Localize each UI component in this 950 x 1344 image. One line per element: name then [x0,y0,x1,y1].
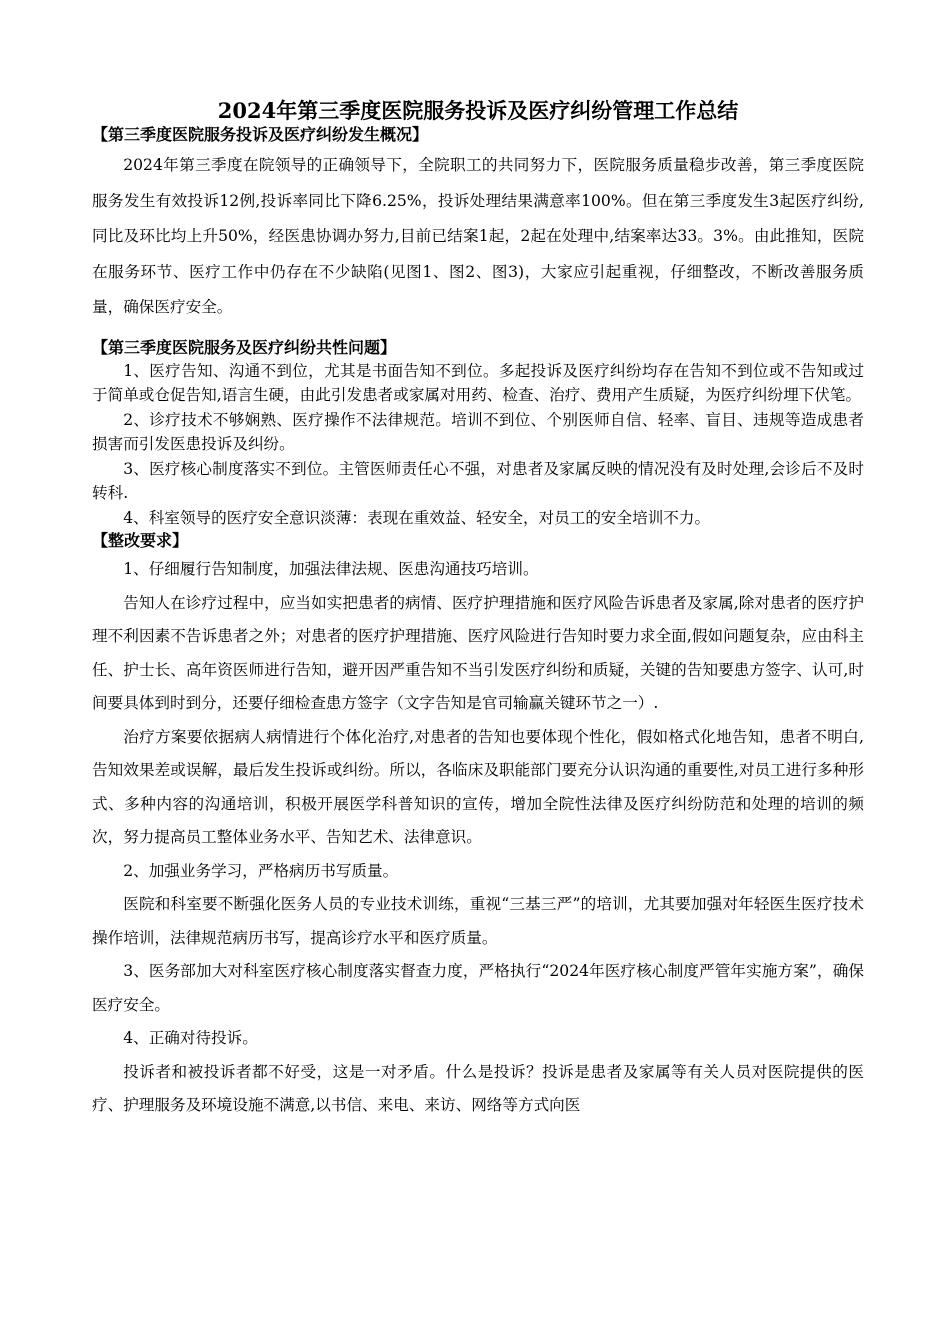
section-common-issues [92,359,864,531]
section-heading-overview: 【第三季度医院服务投诉及医疗纠纷发生概况】 [92,125,429,144]
paragraph: 1、仔细履行告知制度，加强法律法规、医患沟通技巧培训。 [123,560,539,578]
paragraph: 治疗方案要依据病人病情进行个体化治疗,对患者的告知也要体现个性化，假如格式化地告知，患者不明白,告知效果差或误解，最后发生投诉或纠纷。所以，各临床及职能部门要充分认识沟通的重要性,对员工进行多种形式、多种内容的沟通培训，积极开展医学科普知识的宣传，增加全院性法律及医疗纠纷防范和处理的培训的频次，努力提高员工整体业务水平、告知艺术、法律意识。 [92,727,864,846]
paragraph: 2、加强业务学习，严格病历书写质量。 [123,861,399,880]
paragraph: 投诉者和被投诉者都不好受，这是一对矛盾。什么是投诉？投诉是患者及家属等有关人员对医院提供的医疗、护理服务及环境设施不满意,以书信、来电、来访、网络等方式向医 [92,1062,864,1114]
paragraph: 4、科室领导的医疗安全意识淡薄：表现在重效益、轻安全，对员工的安全培训不力。 [123,508,711,527]
paragraph: 3、医疗核心制度落实不到位。主管医师责任心不强，对患者及家属反映的情况没有及时处理,会诊后不及时转科. [92,459,864,502]
paragraph: 医院和科室要不断强化医务人员的专业技术训练，重视“三基三严”的培训，尤其要加强对年轻医生医疗技术操作培训，法律规范病历书写，提高诊疗水平和医疗质量。 [92,895,864,947]
paragraph: 4、正确对待投诉。 [123,1029,258,1047]
section-rectification [92,553,864,1123]
section-overview [92,148,864,326]
paragraph: 2024年第三季度在院领导的正确领导下，全院职工的共同努力下，医院服务质量稳步改善，第三季度医院服务发生有效投诉12例,投诉率同比下降6.25%，投诉处理结果满意率100%。但在第三季度发生3起医疗纠纷,同比及环比均上升50%，经医患协调办努力,目前已结案1起，2起在处理中,结案率达33。3%。由此推知，医院在服务环节、医疗工作中仍存在不少缺陷(见图1、图2、图3)，大家应引起重视，仔细整改，不断改善服务质量，确保医疗安全。 [92,156,864,316]
document-title: 2024年第三季度医院服务投诉及医疗纠纷管理工作总结 [217,98,739,123]
section-heading-common-issues: 【第三季度医院服务及医疗纠纷共性问题】 [92,337,397,357]
section-heading-rectification: 【整改要求】 [92,531,189,550]
paragraph: 1、医疗告知、沟通不到位，尤其是书面告知不到位。多起投诉及医疗纠纷均存在告知不到位或不告知或过于简单或仓促告知,语言生硬，由此引发患者或家属对用药、检查、治疗、费用产生质疑，为医疗纠纷埋下伏笔。 [92,361,864,404]
document-page [92,97,864,1123]
paragraph: 告知人在诊疗过程中，应当如实把患者的病情、医疗护理措施和医疗风险告诉患者及家属,除对患者的医疗护理不利因素不告诉患者之外；对患者的医疗护理措施、医疗风险进行告知时要力求全面,假如问题复杂，应由科主任、护士长、高年资医师进行告知，避开因严重告知不当引发医疗纠纷和质疑，关键的告知要患方签字、认可,时间要具体到时到分，还要仔细检查患方签字（文字告知是官司输赢关键环节之一）. [92,593,864,712]
paragraph: 2、诊疗技术不够娴熟、医疗操作不法律规范。培训不到位、个别医师自信、轻率、盲目、违规等造成患者损害而引发医患投诉及纠纷。 [92,410,864,453]
paragraph: 3、医务部加大对科室医疗核心制度落实督查力度，严格执行“2024年医疗核心制度严管年实施方案”，确保医疗安全。 [92,962,864,1014]
